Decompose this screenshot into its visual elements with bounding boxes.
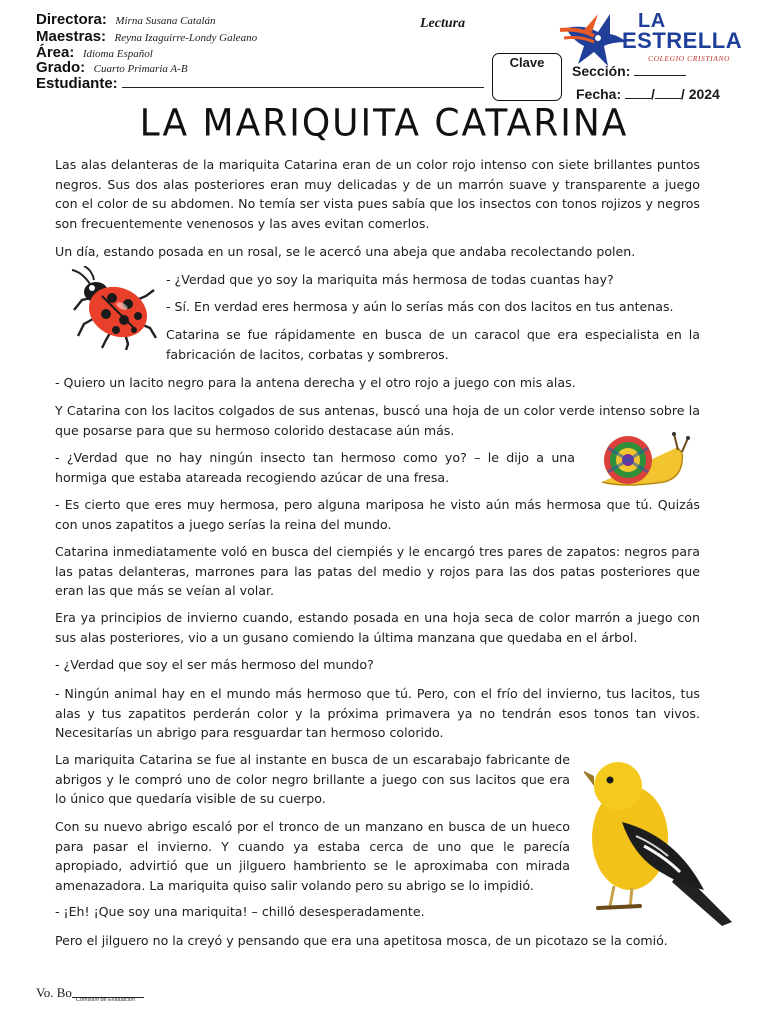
paragraph-4: Y Catarina con los lacitos colgados de sus antenas, buscó una hoja de un color verde intenso sobre la que posarse para que su hermoso colorido destacase aún más. (55, 403, 700, 438)
dialogue-7: - Ningún animal hay en el mundo más hermoso que tú. Pero, con el frío del invierno, tus lacitos, tus alas y tus zapatitos perderán color y la próxima primavera ya no tendrán esos tonos tan vivos. Necesitarías un abrigo para resguardar tan hermoso colorido. (55, 686, 700, 740)
estudiante-label: Estudiante: (36, 75, 118, 92)
directora-label: Directora: (36, 11, 107, 28)
ladybug-illustration (62, 266, 158, 350)
area-label: Área: (36, 44, 75, 61)
fecha-month-blank[interactable] (655, 88, 681, 99)
grado-label: Grado: (36, 59, 86, 76)
fecha-label: Fecha: (576, 86, 622, 102)
seccion-label: Sección: (572, 63, 631, 79)
fecha-line: Fecha: / / 2024 (576, 86, 720, 102)
paragraph-8: Con su nuevo abrigo escaló por el tronco de un manzano en busca de un hueco para pasar el invierno. Y cuando ya estaba cerca de uno que le parecía apropiado, advirtió que un jilguero hambriento se le aproximaba con mirada amenazadora. La mariquita quiso salir volando pero su abrigo se lo impidió. (55, 819, 570, 893)
dialogue-1: - ¿Verdad que yo soy la mariquita más hermosa de todas cuantas hay? (166, 272, 614, 287)
paragraph-1: Las alas delanteras de la mariquita Catarina eran de un color rojo intenso con siete brillantes puntos negros. Sus dos alas posteriores eran muy delicadas y de un marrón suave y transparente a juego con el color de su abdomen. No temía ser vista pues sabía que los insectos con tonos rojizos y negros son frecuentemente venenosos y las aves evitan comerlos. (55, 157, 700, 231)
directora-value: Mirna Susana Catalán (115, 15, 216, 27)
area-value: Idioma Español (82, 48, 153, 60)
clave-box[interactable] (492, 53, 562, 101)
vobo-label: Vo. Bo (36, 985, 72, 1000)
paragraph-2: Un día, estando posada en un rosal, se le acercó una abeja que andaba recolectando polen. (55, 244, 636, 259)
page-title: LA MARIQUITA CATARINA (139, 101, 629, 146)
paragraph-3: Catarina se fue rápidamente en busca de un caracol que era especialista en la fabricación de lacitos, corbatas y sombreros. (166, 327, 700, 362)
dialogue-8: - ¡Eh! ¡Que soy una mariquita! – chilló desesperadamente. (55, 904, 425, 919)
fecha-day-blank[interactable] (625, 88, 651, 99)
logo-text-estrella: ESTRELLA (622, 28, 743, 53)
fecha-year: 2024 (688, 86, 720, 102)
goldfinch-illustration (584, 750, 736, 928)
lectura-label: Lectura (420, 16, 466, 31)
maestras-label: Maestras: (36, 28, 107, 45)
comision-label: Comisión de Evaluación (76, 997, 136, 1003)
dialogue-5: - Es cierto que eres muy hermosa, pero alguna mariposa he visto aún más hermosa que tú. Quizás con unos zapatitos a juego serías la reina del mundo. (55, 497, 700, 532)
dialogue-3: - Quiero un lacito negro para la antena derecha y el otro rojo a juego con mis alas. (55, 375, 576, 390)
estudiante-blank[interactable] (122, 75, 484, 88)
school-logo (558, 8, 754, 68)
dialogue-2: - Sí. En verdad eres hermosa y aún lo serías más con dos lacitos en tus antenas. (166, 299, 674, 314)
maestras-value: Reyna Izaguirre-Londy Galeano (114, 32, 258, 44)
paragraph-6: Era ya principios de invierno cuando, estando posada en una hoja seca de color marrón a juego con sus alas posteriores, vio a un gusano comiendo la última manzana que quedaba en el árbol. (55, 610, 700, 645)
paragraph-9: Pero el jilguero no la creyó y pensando que era una apetitosa mosca, de un picotazo se la comió. (55, 933, 668, 948)
dialogue-4: - ¿Verdad que no hay ningún insecto tan hermoso como yo? – le dijo a una hormiga que estaba atareada recogiendo azúcar de una fresa. (55, 450, 575, 485)
paragraph-5: Catarina inmediatamente voló en busca del ciempiés y le encargó tres pares de zapatos: negros para las patas delanteras, marrones para las patas del medio y rojos para las dos patas posteriores que eran las que más se veían al volar. (55, 544, 700, 598)
logo-subtitle: COLEGIO CRISTIANO (648, 54, 731, 63)
clave-label: Clave (509, 55, 545, 70)
dialogue-6: - ¿Verdad que soy el ser más hermoso del mundo? (55, 657, 374, 672)
snail-illustration (584, 432, 694, 490)
directora-line (36, 11, 216, 29)
paragraph-7: La mariquita Catarina se fue al instante en busca de un escarabajo fabricante de abrigos y le compró uno de color negro brillante a juego con sus lacitos que era lo único que quedaría visible de su cuerpo. (55, 752, 570, 806)
star-icon (558, 8, 628, 70)
estudiante-line (36, 75, 484, 93)
grado-value: Cuarto Primaria A-B (93, 63, 188, 75)
logo-text-la: LA (638, 10, 666, 32)
